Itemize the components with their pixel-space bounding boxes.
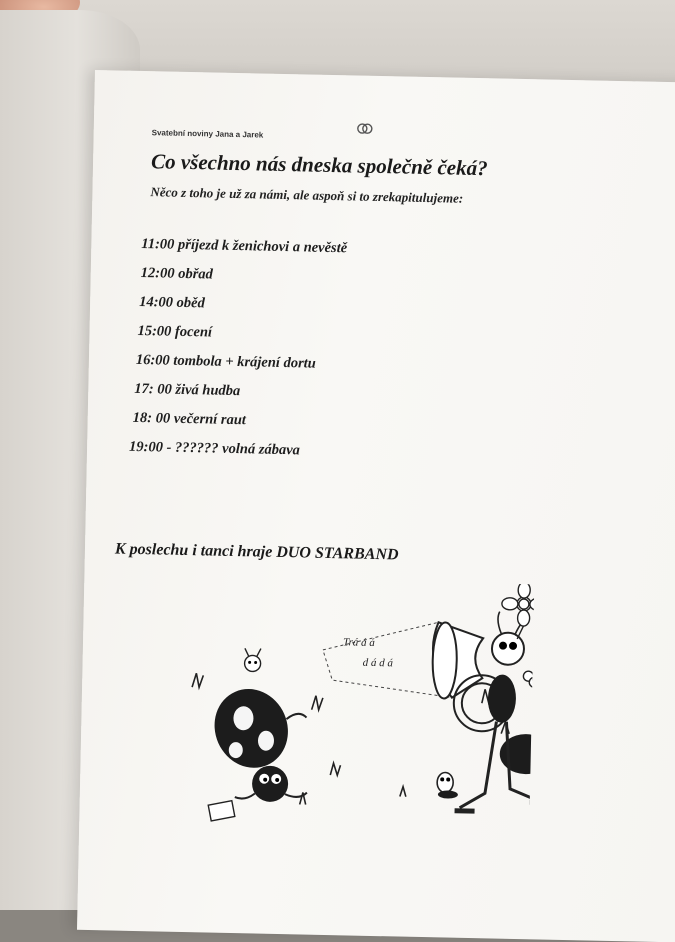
ladybug-icon (200, 676, 310, 823)
sound-text-2: d á d á (362, 656, 394, 670)
bleed-through-lines (305, 319, 675, 327)
rings-logo-icon (356, 119, 374, 137)
schedule-item: 12:00 obřad (140, 265, 214, 283)
small-bug-icon (437, 772, 459, 798)
schedule-item: 18: 00 večerní raut (132, 409, 247, 429)
flower-icon (501, 582, 534, 640)
schedule-item: 15:00 focení (137, 322, 213, 341)
schedule-item: 17: 00 živá hudba (134, 380, 241, 400)
schedule-item: 11:00 příjezd k ženichovi a nevěstě (141, 236, 348, 257)
small-flower-bug-icon (244, 648, 260, 671)
cartoon-illustration (179, 577, 534, 834)
schedule-item: 19:00 - ?????? volná zábava (128, 438, 301, 459)
schedule-item: 16:00 tombola + krájení dortu (135, 351, 316, 372)
header-note: Svatební noviny Jana a Jarek (151, 128, 264, 140)
schedule-item: 14:00 oběd (138, 293, 205, 312)
sound-text-1: Trá á á (342, 636, 375, 649)
document-page (77, 70, 675, 942)
band-line: K poslechu i tanci hraje DUO STARBAND (114, 540, 399, 564)
page-title: Co všechno nás dneska společně čeká? (150, 149, 488, 181)
page-subtitle: Něco z toho je už za námi, ale aspoň si to zrekapitulujeme: (150, 184, 464, 206)
